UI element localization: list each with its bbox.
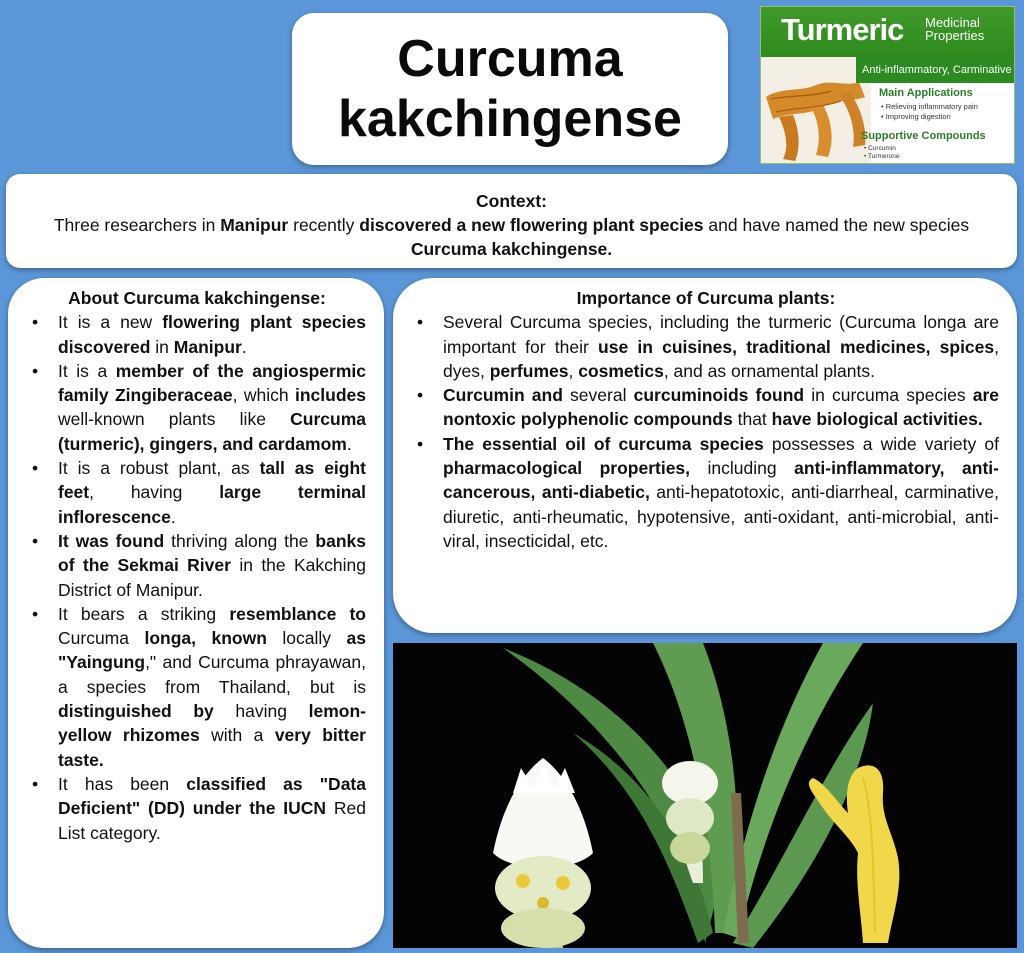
thumbnail-application-item: • Relieving inflammatory pain bbox=[881, 102, 978, 111]
importance-item: • The essential oil of curcuma species possesses a wide variety of pharmacological properties, including anti-inflammatory, anti-cancerous, anti-diabetic, anti-hepatotoxic, anti-diarrheal, carminative, diuretic, anti-rheumatic, hypotensive, anti-oxidant, anti-microbial, anti-viral, insecticidal, etc. bbox=[413, 432, 999, 553]
thumbnail-strip: Anti-inflammatory, Carminative bbox=[856, 57, 1015, 83]
importance-item: • Several Curcuma species, including the turmeric (Curcuma longa are important for their use in cuisines, traditional medicines, spices, dyes, perfumes, cosmetics, and as ornamental plants. bbox=[413, 310, 999, 383]
thumbnail-application-item: • Improving digestion bbox=[881, 112, 951, 121]
importance-card bbox=[393, 278, 1017, 633]
about-item: • It was found thriving along the banks of the Sekmai River in the Kakching District of Manipur. bbox=[28, 529, 366, 602]
title-card bbox=[292, 13, 728, 165]
about-list bbox=[28, 310, 366, 845]
curcuma-plant-photo bbox=[393, 643, 1017, 948]
thumbnail-supportive-compounds: Supportive Compounds bbox=[861, 130, 986, 142]
context-text: Three researchers in Manipur recently discovered a new flowering plant species and have named the new species Curcuma kakchingense. bbox=[53, 215, 970, 259]
about-item: • It bears a striking resemblance to Curcuma longa, known locally as "Yaingung," and Curcuma phrayawan, a species from Thailand, but is distinguished by having lemon-yellow rhizomes with a very bitter taste. bbox=[28, 602, 366, 772]
plant-illustration bbox=[393, 643, 1017, 948]
thumbnail-compound-item: • Curcumin bbox=[864, 145, 896, 152]
context-heading: Context: bbox=[476, 191, 547, 211]
importance-list bbox=[413, 310, 999, 553]
about-item: • It is a new flowering plant species discovered in Manipur. bbox=[28, 310, 366, 359]
importance-heading: Importance of Curcuma plants: bbox=[576, 288, 836, 308]
turmeric-root-illustration bbox=[761, 57, 871, 164]
thumbnail-application-list bbox=[881, 102, 978, 122]
thumbnail-compound-item: • Turmerone bbox=[864, 153, 900, 160]
context-card bbox=[6, 174, 1017, 268]
importance-item: • Curcumin and several curcuminoids found in curcuma species are nontoxic polyphenolic compounds that have biological activities. bbox=[413, 383, 999, 432]
about-item: • It has been classified as "Data Deficient" (DD) under the IUCN Red List category. bbox=[28, 772, 366, 845]
thumbnail-title: Turmeric bbox=[781, 12, 904, 47]
thumbnail-subtitle: Medicinal Properties bbox=[925, 15, 985, 43]
about-item: • It is a robust plant, as tall as eight feet, having large terminal inflorescence. bbox=[28, 456, 366, 529]
about-item: • It is a member of the angiospermic family Zingiberaceae, which includes well-known plants like Curcuma (turmeric), gingers, and cardamom. bbox=[28, 359, 366, 456]
thumbnail-main-applications: Main Applications bbox=[879, 87, 973, 99]
about-card bbox=[8, 278, 384, 948]
about-heading: About Curcuma kakchingense: bbox=[68, 288, 326, 308]
thumbnail-compound-list bbox=[864, 145, 900, 161]
page-title: Curcuma kakchingense bbox=[338, 30, 682, 148]
turmeric-thumbnail-image bbox=[760, 6, 1015, 164]
